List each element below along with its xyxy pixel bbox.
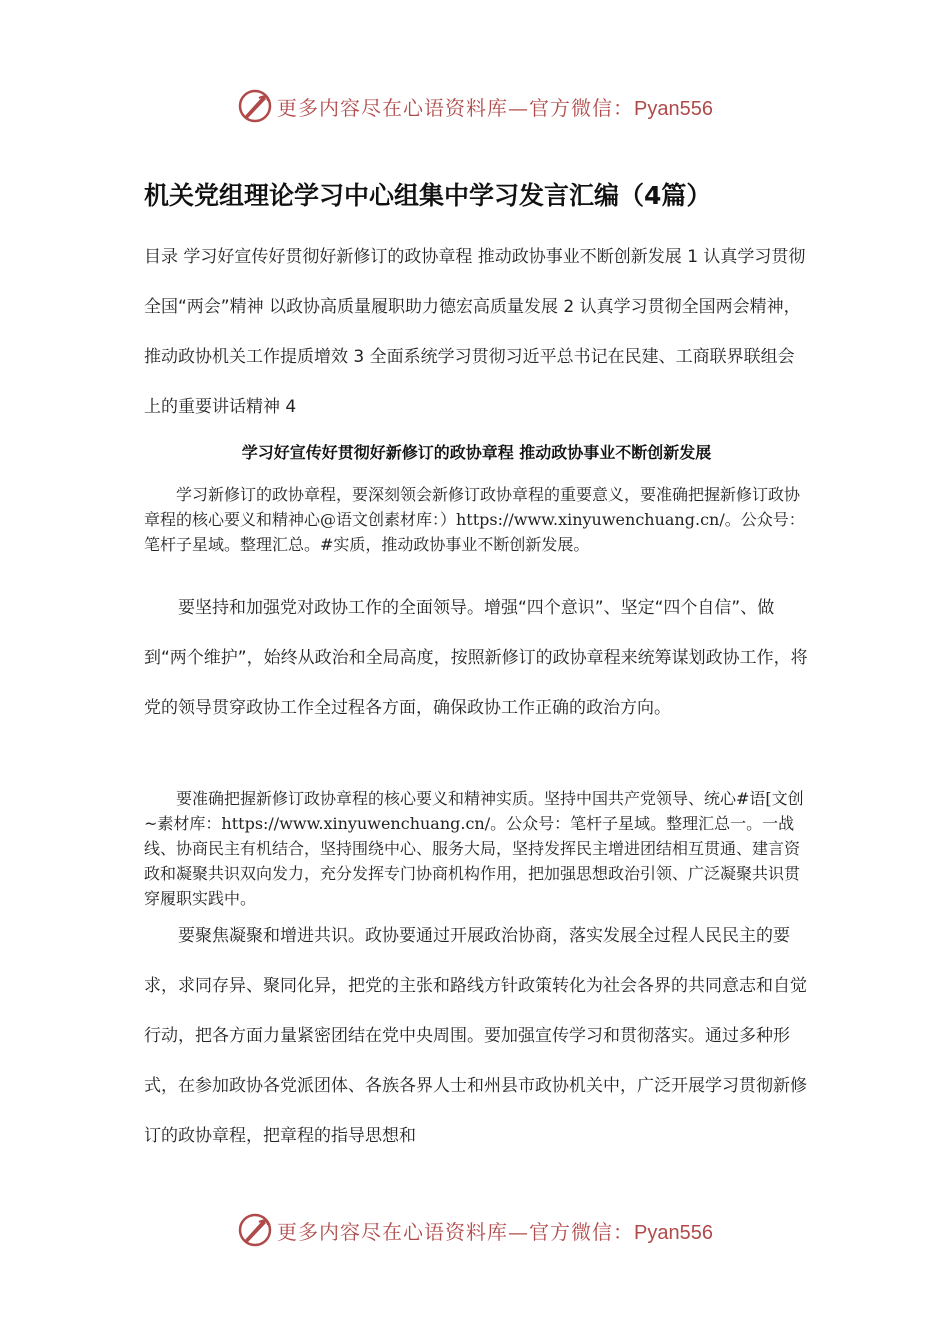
page-title: 机关党组理论学习中心组集中学习发言汇编（4篇）	[144, 181, 712, 210]
table-of-contents: 目录 学习好宣传好贯彻好新修订的政协章程 推动政协事业不断创新发展 1 认真学习贯彻全国“两会”精神 以政协高质量履职助力德宏高质量发展 2 认真学习贯彻全国两会精神，推动政协机关工作提质增效 3 全面系统学习贯彻习近平总书记在民建、工商联界联组会上的重要讲话精神 4	[144, 247, 806, 417]
quill-logo-icon	[237, 1212, 273, 1248]
section-heading: 学习好宣传好贯彻好新修订的政协章程 推动政协事业不断创新发展	[241, 443, 712, 462]
banner-text-cn: 更多内容尽在心语资料库—官方微信：	[277, 95, 635, 120]
header-banner	[0, 86, 950, 126]
banner-wechat-id: Pyan556	[634, 97, 713, 120]
body-paragraph: 要准确把握新修订政协章程的核心要义和精神实质。坚持中国共产党领导、统心#语[文创~素材库：https://www.xinyuwenchuang.cn/。公众号：笔杆子星域。整理汇总一。一战线、协商民主有机结合，坚持围绕中心、服务大局，坚持发挥民主增进团结相互贯通、建言资政和凝聚共识双向发力，充分发挥专门协商机构作用，把加强思想政治引领、广泛凝聚共识贯穿履职实践中。	[144, 789, 804, 908]
banner-text	[277, 92, 713, 121]
banner-text	[277, 1216, 713, 1245]
body-paragraph: 要坚持和加强党对政协工作的全面领导。增强“四个意识”、坚定“四个自信”、做到“两个维护”，始终从政治和全局高度，按照新修订的政协章程来统筹谋划政协工作，将党的领导贯穿政协工作全过程各方面，确保政协工作正确的政治方向。	[144, 598, 808, 718]
quill-logo-icon	[237, 88, 273, 124]
banner-wechat-id: Pyan556	[634, 1221, 713, 1244]
body-paragraph: 学习新修订的政协章程，要深刻领会新修订政协章程的重要意义，要准确把握新修订政协章程的核心要义和精神心@语文创素材库：）https://www.xinyuwenchuang.cn/。公众号：笔杆子星域。整理汇总。#实质，推动政协事业不断创新发展。	[144, 485, 805, 554]
banner-text-cn: 更多内容尽在心语资料库—官方微信：	[277, 1219, 635, 1244]
body-paragraph: 要聚焦凝聚和增进共识。政协要通过开展政治协商，落实发展全过程人民民主的要求，求同存异、聚同化异，把党的主张和路线方针政策转化为社会各界的共同意志和自觉行动，把各方面力量紧密团结在党中央周围。要加强宣传学习和贯彻落实。通过多种形式，在参加政协各党派团体、各族各界人士和州县市政协机关中，广泛开展学习贯彻新修订的政协章程，把章程的指导思想和	[144, 926, 807, 1146]
footer-banner	[0, 1210, 950, 1250]
